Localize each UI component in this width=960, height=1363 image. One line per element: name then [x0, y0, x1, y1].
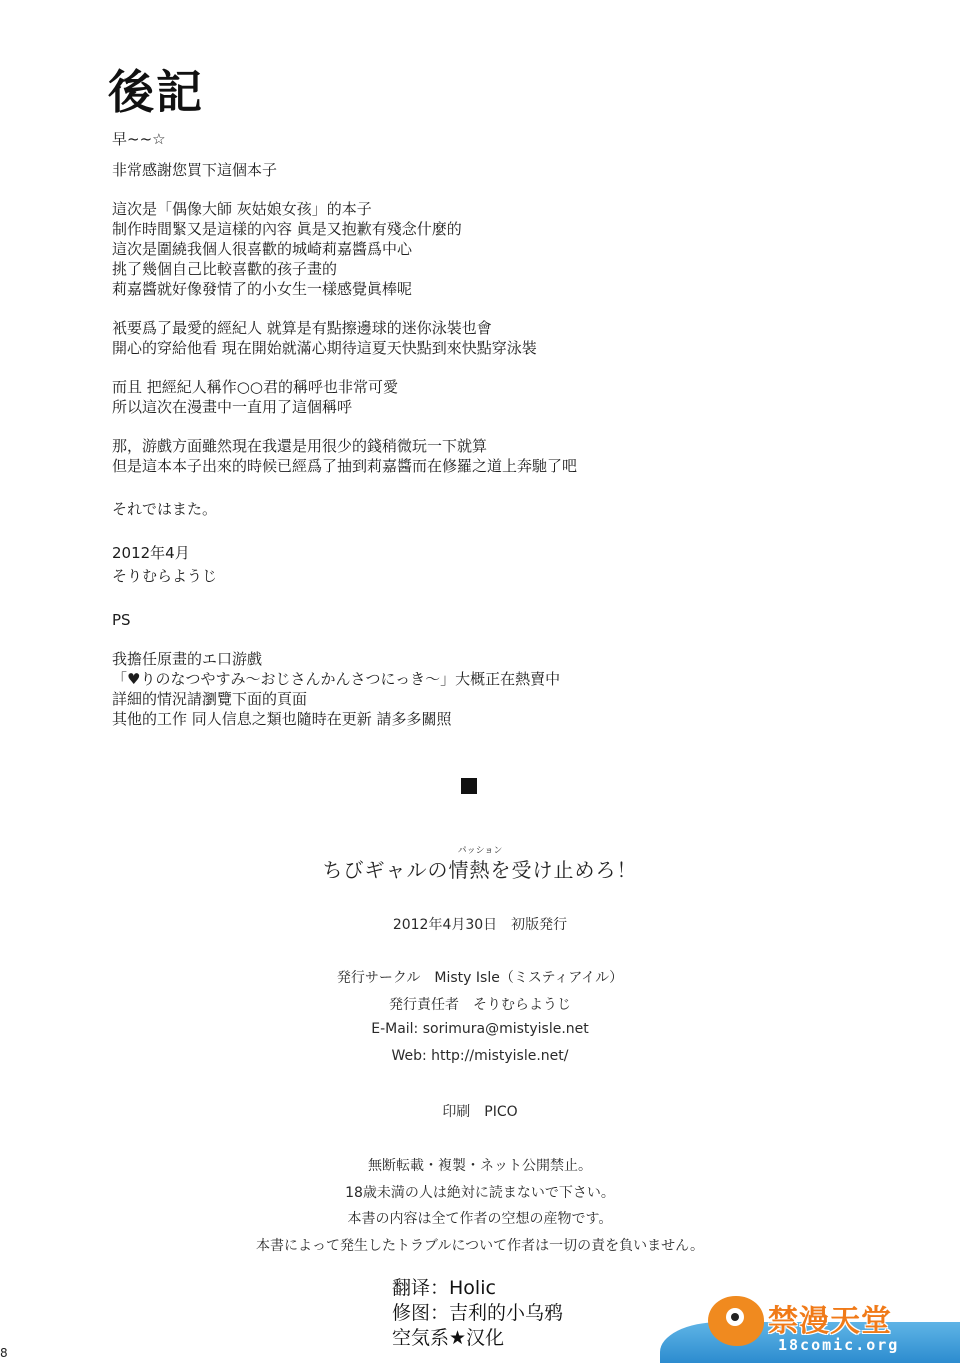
body-author: そりむらようじ	[112, 567, 218, 585]
body-line: 衹要爲了最愛的經紀人 就算是有點擦邊球的迷你泳裝也會	[112, 319, 492, 337]
separator-square	[461, 778, 477, 794]
body-line: 那，游戲方面雖然現在我還是用很少的錢稍微玩一下就算	[112, 437, 488, 455]
body-ps: PS	[112, 611, 131, 629]
body-line: それではまた。	[112, 500, 218, 518]
credit-translator: 翻译：Holic	[392, 1277, 496, 1299]
credit-editor: 修图：吉利的小乌鸦	[392, 1302, 564, 1324]
body-line: 我擔任原畫的エ口游戲	[112, 650, 263, 668]
print-info: 印刷 PICO	[442, 1104, 518, 1120]
body-line: 莉嘉醬就好像發情了的小女生一樣感覺眞棒呢	[112, 280, 413, 298]
page-number: 8	[0, 1346, 8, 1360]
page-title: 後記	[108, 65, 204, 119]
publisher-info: 発行責任者 そりむらようじ	[389, 997, 571, 1013]
body-line: 「♥りのなつやすみ～おじさんかんさつにっき～」大概正在熱賣中	[112, 670, 561, 688]
notice-line: 18歳未満の人は絶対に読まないで下さい。	[345, 1185, 615, 1201]
publish-date: 2012年4月30日 初版発行	[392, 917, 568, 933]
body-line: 但是這本本子出來的時候已經爲了抽到莉嘉醬而在修羅之道上奔馳了吧	[112, 457, 578, 475]
title-ruby: パッション	[457, 846, 503, 856]
circle-info: 発行サークル Misty Isle（ミスティアイル）	[336, 970, 624, 986]
body-line: 非常感謝您買下這個本子	[112, 161, 278, 179]
body-line: 早~~☆	[112, 130, 166, 148]
book-title: ちびギャルの情熱を受け止めろ！	[322, 858, 638, 882]
watermark-fish-eye	[726, 1308, 744, 1326]
body-line: 這次是「偶像大師 灰姑娘女孩」的本子	[112, 200, 372, 218]
body-line: 其他的工作 同人信息之類也隨時在更新 請多多關照	[112, 710, 452, 728]
credit-group: 空気系★汉化	[392, 1327, 505, 1349]
web-info: Web: http://mistyisle.net/	[391, 1048, 569, 1064]
body-line: 這次是圍繞我個人很喜歡的城崎莉嘉醬爲中心	[112, 240, 413, 258]
body-line: 所以這次在漫畫中一直用了這個稱呼	[112, 398, 353, 416]
notice-line: 本書によって発生したトラブルについて作者は一切の責を負いません。	[256, 1238, 704, 1254]
watermark-title: 禁漫天堂	[768, 1304, 892, 1339]
watermark-url: 18comic.org	[778, 1336, 900, 1354]
body-date: 2012年4月	[112, 544, 190, 562]
notice-line: 無断転載・複製・ネット公開禁止。	[368, 1158, 592, 1174]
body-line: 制作時間緊又是這樣的內容 眞是又抱歉有殘念什麼的	[112, 220, 462, 238]
email-info: E-Mail: sorimura@mistyisle.net	[371, 1021, 589, 1037]
notice-line: 本書の内容は全て作者の空想の産物です。	[347, 1211, 613, 1227]
body-line: 挑了幾個自己比較喜歡的孩子畫的	[112, 260, 338, 278]
body-line: 而且 把經紀人稱作○○君的稱呼也非常可愛	[112, 378, 398, 396]
body-line: 開心的穿給他看 現在開始就滿心期待這夏天快點到來快點穿泳裝	[112, 339, 537, 357]
body-line: 詳細的情況請瀏覽下面的頁面	[112, 690, 308, 708]
